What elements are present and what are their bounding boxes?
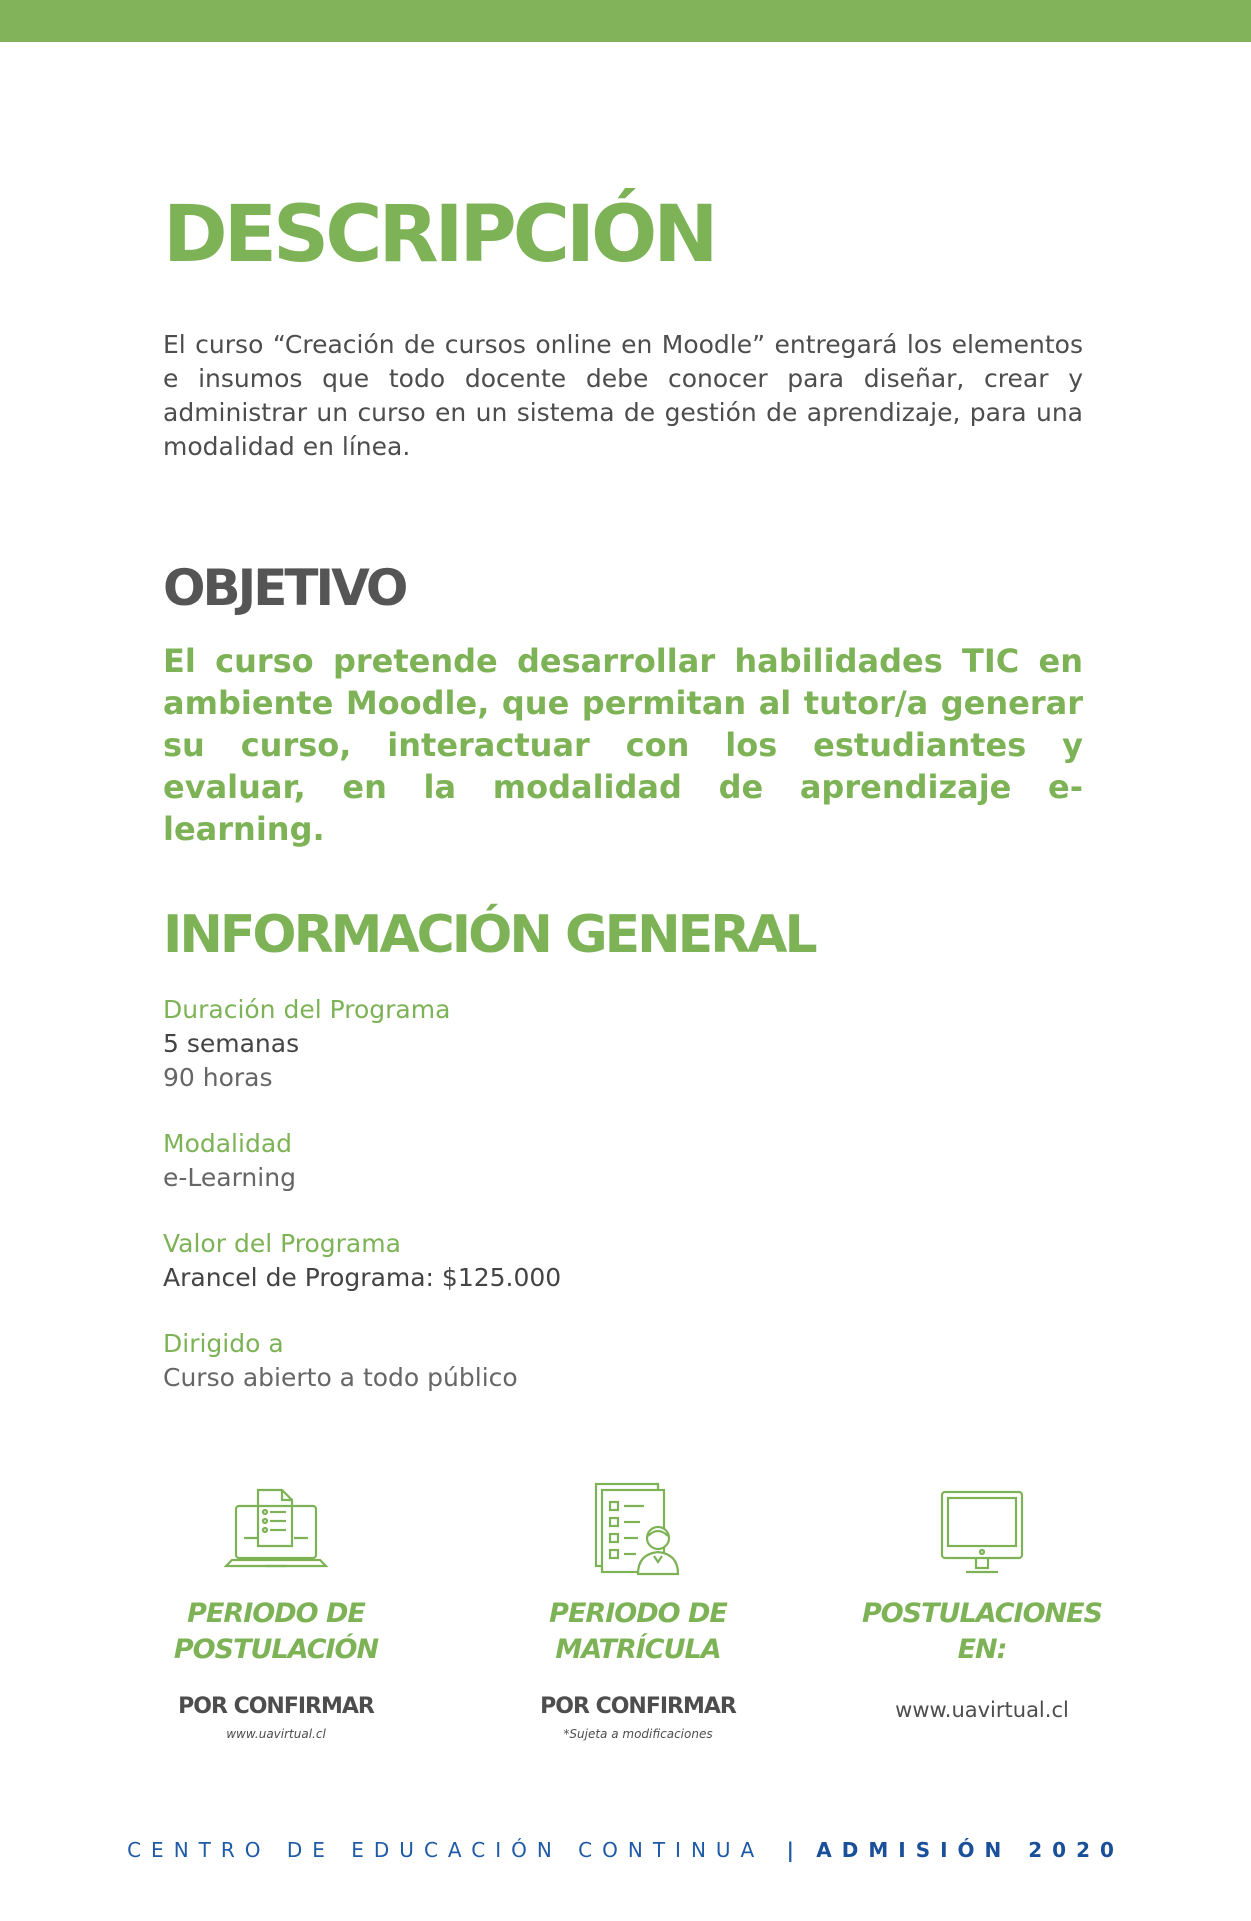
objective-text: El curso pretende desarrollar habilidades TIC en ambiente Moodle, que permitan al tutor/a generar su curso, interactuar con los estudiantes y evaluar, en la modalidad de aprendizaje e-learning. (163, 642, 1083, 848)
footer-separator: | (786, 1838, 794, 1862)
application-title-line2: POSTULACIÓN (173, 1634, 379, 1665)
general-info-title: INFORMACIÓN GENERAL (163, 905, 815, 965)
footer (0, 1838, 1251, 1862)
applications-at-column (832, 1480, 1132, 1722)
enrollment-note: *Sujeta a modificaciones (563, 1727, 713, 1741)
objective-title: OBJETIVO (163, 559, 406, 617)
application-period-title (126, 1596, 426, 1668)
applications-at-title-line1: POSTULACIONES (861, 1598, 1103, 1629)
application-title-line1: PERIODO DE (187, 1598, 365, 1629)
audience-label: Dirigido a (163, 1329, 284, 1358)
top-green-bar (0, 0, 1251, 42)
applications-at-title (832, 1596, 1132, 1668)
application-note: www.uavirtual.cl (226, 1727, 326, 1741)
modality-block (163, 1127, 1063, 1195)
application-period-column (126, 1480, 426, 1741)
footer-admission: ADMISIÓN 2020 (816, 1838, 1124, 1862)
applications-url: www.uavirtual.cl (895, 1698, 1069, 1722)
enrollment-period-column (488, 1480, 788, 1741)
monitor-icon (832, 1480, 1132, 1576)
enrollment-title-line1: PERIODO DE (549, 1598, 727, 1629)
enrollment-title-line2: MATRÍCULA (555, 1634, 721, 1665)
duration-block (163, 993, 1063, 1095)
checklist-person-icon (488, 1480, 788, 1576)
price-block (163, 1227, 1063, 1295)
laptop-document-icon (126, 1480, 426, 1576)
audience-block (163, 1327, 1063, 1395)
audience-value: Curso abierto a todo público (163, 1363, 518, 1392)
duration-label: Duración del Programa (163, 995, 451, 1024)
modality-value: e-Learning (163, 1163, 296, 1192)
footer-center-name: CENTRO DE EDUCACIÓN CONTINUA (127, 1838, 765, 1862)
general-info-list (163, 993, 1063, 1427)
description-text: El curso “Creación de cursos online en Moodle” entregará los elementos e insumos que todo docente debe conocer para diseñar, crear y administrar un curso en un sistema de gestión de aprendizaje, para una modalidad en línea. (163, 330, 1083, 461)
description-title: DESCRIPCIÓN (163, 190, 715, 280)
modality-label: Modalidad (163, 1129, 293, 1158)
duration-hours: 90 horas (163, 1063, 273, 1092)
application-status: POR CONFIRMAR (178, 1694, 374, 1719)
enrollment-period-title (488, 1596, 788, 1668)
duration-weeks: 5 semanas (163, 1029, 300, 1058)
price-label: Valor del Programa (163, 1229, 401, 1258)
price-value: Arancel de Programa: $125.000 (163, 1263, 562, 1292)
applications-at-title-line2: EN: (957, 1634, 1007, 1665)
enrollment-status: POR CONFIRMAR (540, 1694, 736, 1719)
